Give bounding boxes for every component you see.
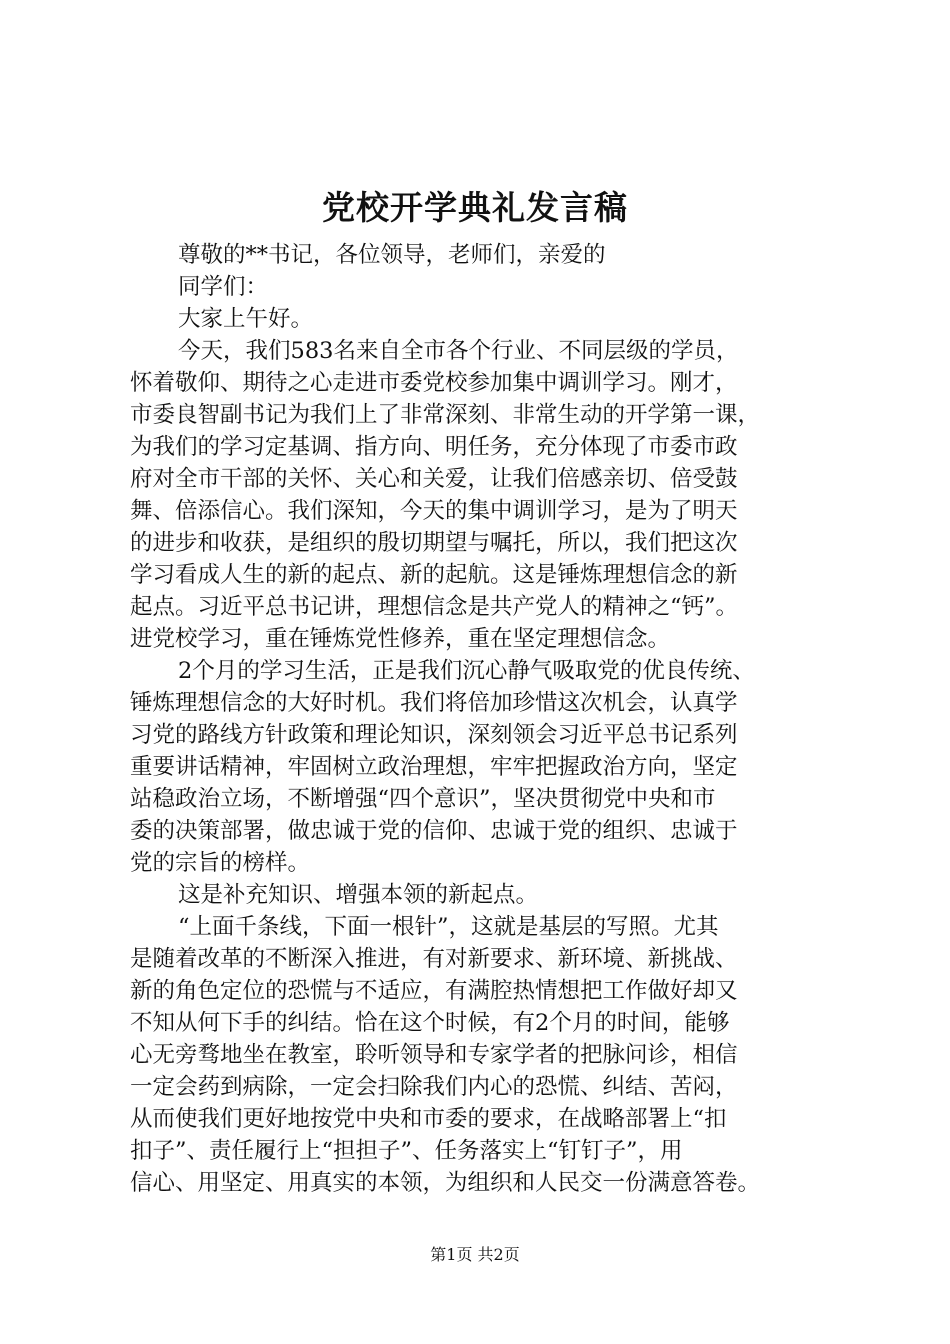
body-line: 2个月的学习生活，正是我们沉心静气吸取党的优良传统、 bbox=[178, 658, 755, 684]
body-line: 学习看成人生的新的起点、新的起航。这是锤炼理想信念的新 bbox=[130, 562, 738, 588]
body-line: 市委良智副书记为我们上了非常深刻、非常生动的开学第一课， bbox=[130, 402, 761, 428]
body-line: 这是补充知识、增强本领的新起点。 bbox=[178, 882, 539, 908]
body-line: “上面千条线，下面一根针”，这就是基层的写照。尤其 bbox=[178, 914, 719, 940]
body-line: 起点。习近平总书记讲，理想信念是共产党人的精神之“钙”。 bbox=[130, 594, 739, 620]
body-line: 党的宗旨的榜样。 bbox=[130, 850, 311, 876]
body-line: 站稳政治立场，不断增强“四个意识”，坚决贯彻党中央和市 bbox=[130, 786, 716, 812]
body-line: 同学们： bbox=[178, 274, 269, 300]
body-line: 重要讲话精神，牢固树立政治理想，牢牢把握政治方向，坚定 bbox=[130, 754, 738, 780]
body-line: 今天，我们583名来自全市各个行业、不同层级的学员， bbox=[178, 338, 739, 364]
body-line: 是随着改革的不断深入推进，有对新要求、新环境、新挑战、 bbox=[130, 946, 738, 972]
body-line: 习党的路线方针政策和理论知识，深刻领会习近平总书记系列 bbox=[130, 722, 738, 748]
body-line: 进党校学习，重在锤炼党性修养，重在坚定理想信念。 bbox=[130, 626, 671, 652]
body-line: 府对全市干部的关怀、关心和关爱，让我们倍感亲切、倍受鼓 bbox=[130, 466, 738, 492]
body-line: 新的角色定位的恐慌与不适应，有满腔热情想把工作做好却又 bbox=[130, 978, 738, 1004]
body-line: 不知从何下手的纠结。恰在这个时候，有2个月的时间，能够 bbox=[130, 1010, 730, 1036]
body-line: 怀着敬仰、期待之心走进市委党校参加集中调训学习。刚才， bbox=[130, 370, 738, 396]
body-line: 心无旁骛地坐在教室，聆听领导和专家学者的把脉问诊，相信 bbox=[130, 1042, 738, 1068]
body-line: 锤炼理想信念的大好时机。我们将倍加珍惜这次机会，认真学 bbox=[130, 690, 738, 716]
body-line: 信心、用坚定、用真实的本领，为组织和人民交一份满意答卷。 bbox=[130, 1170, 761, 1196]
body-line: 为我们的学习定基调、指方向、明任务，充分体现了市委市政 bbox=[130, 434, 738, 460]
body-line: 扣子”、责任履行上“担担子”、任务落实上“钉钉子”，用 bbox=[130, 1138, 683, 1164]
body-line: 一定会药到病除，一定会扫除我们内心的恐慌、纠结、苦闷， bbox=[130, 1074, 738, 1100]
body-line: 尊敬的**书记，各位领导，老师们，亲爱的 bbox=[178, 242, 606, 268]
document-body bbox=[130, 239, 830, 1199]
page-footer: 第1页 共2页 bbox=[430, 1245, 520, 1264]
body-line: 的进步和收获，是组织的殷切期望与嘱托，所以，我们把这次 bbox=[130, 530, 738, 556]
document-title: 党校开学典礼发言稿 bbox=[322, 188, 628, 227]
body-line: 委的决策部署，做忠诚于党的信仰、忠诚于党的组织、忠诚于 bbox=[130, 818, 738, 844]
body-line: 舞、倍添信心。我们深知，今天的集中调训学习，是为了明天 bbox=[130, 498, 738, 524]
body-line: 从而使我们更好地按党中央和市委的要求，在战略部署上“扣 bbox=[130, 1106, 727, 1132]
body-line: 大家上午好。 bbox=[178, 306, 314, 332]
